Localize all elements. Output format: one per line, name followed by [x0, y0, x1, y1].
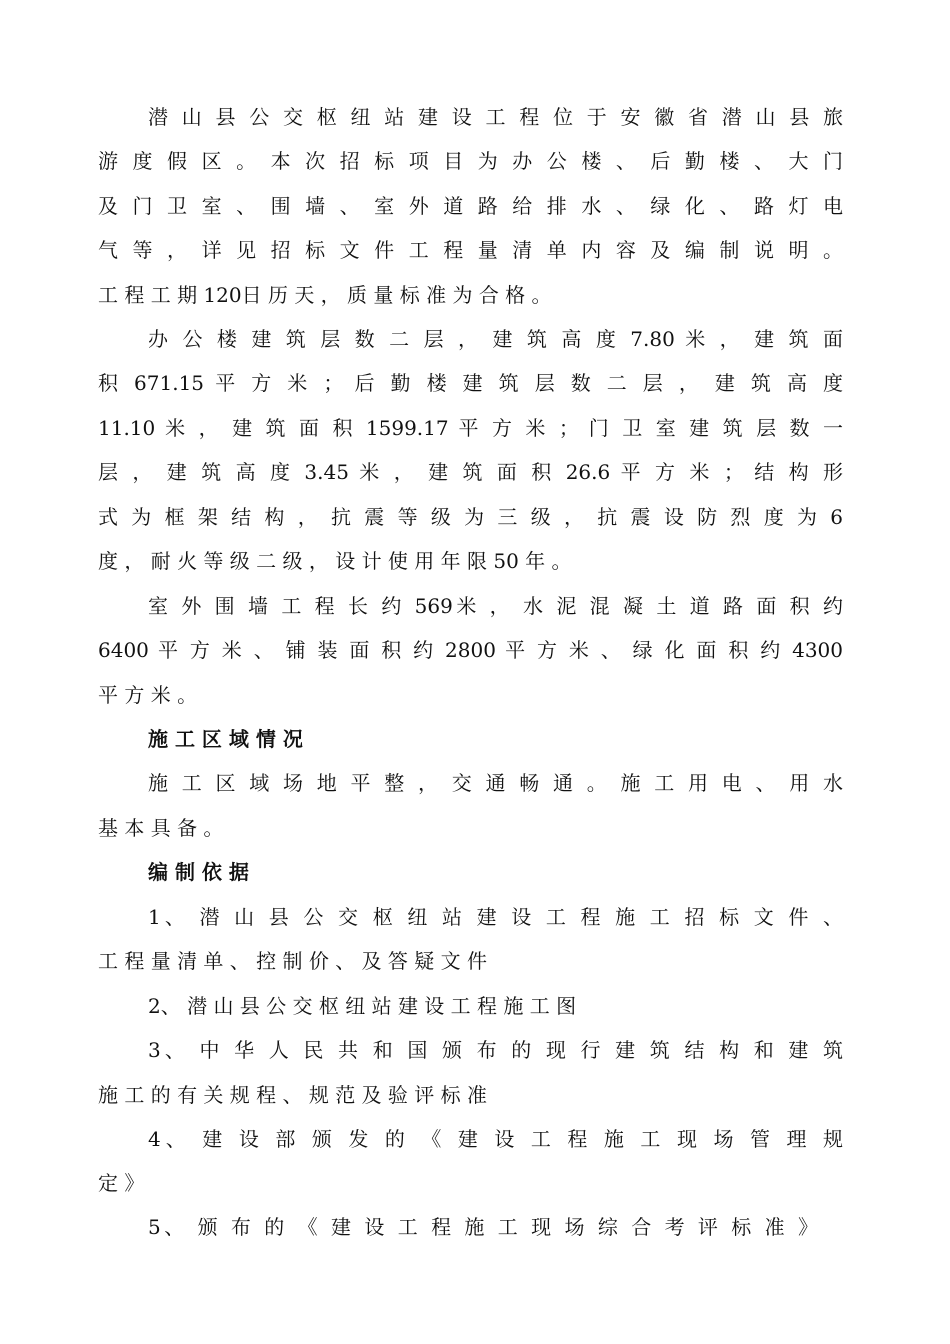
basis-item-3-line-2: 施 工 的 有 关 规 程 、 规 范 及 验 评 标 准: [98, 1083, 488, 1107]
paragraph-3-line-2: 6400 平 方 米 、 铺 装 面 积 约 2800 平 方 米 、 绿 化 面 积 约 4300: [98, 638, 843, 662]
paragraph-2-line-2: 积 671.15 平 方 米 ； 后 勤 楼 建 筑 层 数 二 层 ， 建 筑 高 度: [98, 371, 843, 395]
paragraph-2-line-4: 层 ， 建 筑 高 度 3.45 米 ， 建 筑 面 积 26.6 平 方 米 ； 结 构 形: [98, 460, 843, 484]
paragraph-1-line-5: 工 程 工 期 120日 历 天 ， 质 量 标 准 为 合 格 。: [98, 283, 552, 307]
paragraph-4-line-2: 基 本 具 备 。: [98, 816, 224, 840]
paragraph-1-line-1: 潜 山 县 公 交 枢 纽 站 建 设 工 程 位 于 安 徽 省 潜 山 县 旅: [148, 105, 843, 129]
basis-item-4-line-2: 定 》: [98, 1171, 145, 1195]
paragraph-1-line-3: 及 门 卫 室 、 围 墙 、 室 外 道 路 给 排 水 、 绿 化 、 路 灯 电: [98, 194, 843, 218]
paragraph-2-line-5: 式 为 框 架 结 构 ， 抗 震 等 级 为 三 级 ， 抗 震 设 防 烈 度 为 6: [98, 505, 843, 529]
basis-item-3-line-1: 3、 中 华 人 民 共 和 国 颁 布 的 现 行 建 筑 结 构 和 建 筑: [148, 1038, 843, 1062]
paragraph-4-line-1: 施 工 区 域 场 地 平 整 ， 交 通 畅 通 。 施 工 用 电 、 用 水: [148, 771, 843, 795]
basis-item-4-line-1: 4、 建 设 部 颁 发 的 《 建 设 工 程 施 工 现 场 管 理 规: [148, 1127, 843, 1151]
basis-item-1-line-1: 1、 潜 山 县 公 交 枢 纽 站 建 设 工 程 施 工 招 标 文 件 、: [148, 905, 843, 929]
paragraph-2-line-6: 度 ， 耐 火 等 级 二 级 ， 设 计 使 用 年 限 50 年 。: [98, 549, 572, 573]
section-heading-basis: 编 制 依 据: [148, 860, 249, 884]
paragraph-1-line-4: 气 等 ， 详 见 招 标 文 件 工 程 量 清 单 内 容 及 编 制 说 明 。: [98, 238, 843, 262]
basis-item-5: 5、 颁 布 的 《 建 设 工 程 施 工 现 场 综 合 考 评 标 准 》: [148, 1215, 818, 1239]
paragraph-1-line-2: 游 度 假 区 。 本 次 招 标 项 目 为 办 公 楼 、 后 勤 楼 、 大 门: [98, 149, 843, 173]
paragraph-2-line-3: 11.10 米 ， 建 筑 面 积 1599.17 平 方 米 ； 门 卫 室 建 筑 层 数 一: [98, 416, 843, 440]
paragraph-3-line-1: 室 外 围 墙 工 程 长 约 569米 ， 水 泥 混 凝 土 道 路 面 积 约: [148, 594, 843, 618]
paragraph-2-line-1: 办 公 楼 建 筑 层 数 二 层 ， 建 筑 高 度 7.80 米 ， 建 筑 面: [148, 327, 843, 351]
basis-item-1-line-2: 工 程 量 清 单 、 控 制 价 、 及 答 疑 文 件: [98, 949, 488, 973]
paragraph-3-line-3: 平 方 米 。: [98, 683, 198, 707]
basis-item-2: 2、 潜 山 县 公 交 枢 纽 站 建 设 工 程 施 工 图: [148, 994, 577, 1018]
section-heading-construction-area: 施 工 区 域 情 况: [148, 727, 303, 751]
